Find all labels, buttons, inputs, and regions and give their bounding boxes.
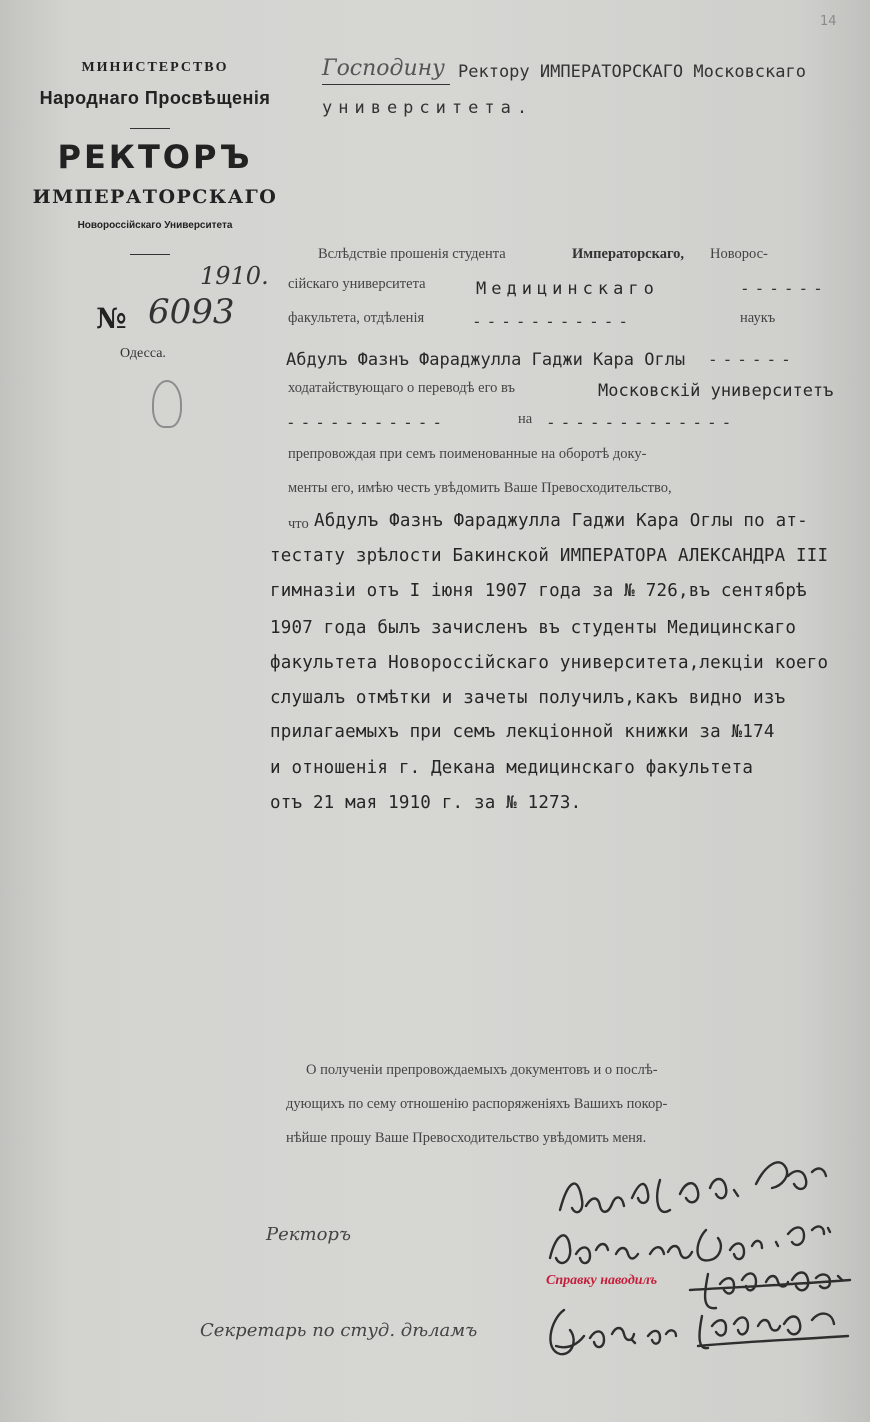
addressee-label: Господину	[322, 56, 445, 81]
red-stamp-note: Справку наводилъ	[546, 1273, 658, 1288]
main-text-line: Абдулъ Фазнъ Фараджулла Гаджи Кара Оглы по ат-	[314, 511, 808, 531]
form-line-8: менты его, имѣю честь увѣдомить Ваше Превосходительство,	[288, 480, 672, 496]
form-line-1b: Императорскаго,	[572, 246, 685, 262]
secretary-signature-label: Секретарь по студ. дѣламъ	[200, 1320, 478, 1341]
footer-request-line: О полученіи препровождаемыхъ документовъ и о послѣ-	[306, 1062, 658, 1078]
main-text-line: тестату зрѣлости Бакинской ИМПЕРАТОРА АЛЕКСАНДРА III	[270, 546, 829, 566]
form-line-2a: сійскаго университета	[288, 276, 426, 292]
form-line-6-dashes-a: -----------	[286, 413, 447, 432]
form-line-3b: наукъ	[740, 310, 776, 326]
letter-number-label: №	[96, 302, 127, 335]
addressee-line-2: университета.	[322, 98, 534, 118]
letterhead-ministry: МИНИСТЕРСТВО	[81, 60, 229, 75]
ink-mark	[152, 380, 182, 428]
form-line-2-faculty: Медицинскаго	[476, 279, 659, 299]
form-line-1a: Вслѣдствіе прошенія студента	[318, 246, 506, 262]
footer-request-line: дующихъ по сему отношенію распоряженіяхъ Вашихъ покор-	[286, 1096, 668, 1112]
letterhead-education: Народнаго Просвѣщенія	[39, 88, 271, 108]
form-line-5a: ходатайствующаго о переводѣ его въ	[288, 380, 516, 396]
footer-request-line: нѣйше прошу Ваше Превосходительство увѣдомить меня.	[286, 1130, 647, 1146]
letterhead-imperial: ИМПЕРАТОРСКАГО	[32, 186, 278, 208]
main-text-line: прилагаемыхъ при семъ лекціонной книжки за №174	[270, 722, 775, 742]
form-line-9: что	[288, 516, 309, 532]
form-line-6-dashes-b: -------------	[546, 413, 737, 432]
form-line-3-dashes: -----------	[472, 312, 633, 331]
form-line-2-dashes: ------	[740, 279, 828, 298]
form-line-6b: на	[518, 411, 533, 427]
letterhead-rector: РЕКТОРЪ	[57, 138, 253, 176]
rector-signature-label: Ректоръ	[266, 1224, 351, 1245]
addressee-line-1: Ректору ИМПЕРАТОРСКАГО Московскаго	[458, 62, 806, 82]
page-number: 14	[820, 14, 837, 29]
form-line-3a: факультета, отдѣленія	[288, 310, 425, 326]
main-text-line: отъ 21 мая 1910 г. за № 1273.	[270, 793, 582, 813]
main-text-line: факультета Новороссійскаго университета,лекціи коего	[270, 653, 829, 673]
letter-year: 1910.	[200, 262, 269, 290]
form-line-5-destination: Московскій университетъ	[598, 381, 834, 401]
letterhead-divider	[130, 254, 170, 255]
main-text-line: гимназіи отъ I іюня 1907 года за № 726,въ сентябрѣ	[270, 581, 807, 601]
letterhead-divider	[130, 128, 170, 129]
main-text-line: 1907 года былъ зачисленъ въ студенты Медицинскаго	[270, 618, 797, 638]
form-line-7: препровождая при семъ поименованные на оборотѣ доку-	[288, 446, 647, 462]
letter-number-value: 6093	[148, 292, 235, 332]
form-line-4-name: Абдулъ Фазнъ Фараджулла Гаджи Кара Оглы	[286, 350, 686, 370]
main-text-line: и отношенія г. Декана медицинскаго факультета	[270, 758, 754, 778]
letter-city: Одесса.	[120, 346, 166, 361]
handwritten-annotations	[520, 1150, 860, 1380]
addressee-underline	[322, 84, 450, 85]
form-line-4-dashes: ------	[708, 350, 796, 369]
letterhead-university: Новороссійскаго Университета	[77, 220, 233, 231]
main-text-line: слушалъ отмѣтки и зачеты получилъ,какъ видно изъ	[270, 688, 786, 708]
form-line-1c: Новорос-	[710, 246, 768, 262]
